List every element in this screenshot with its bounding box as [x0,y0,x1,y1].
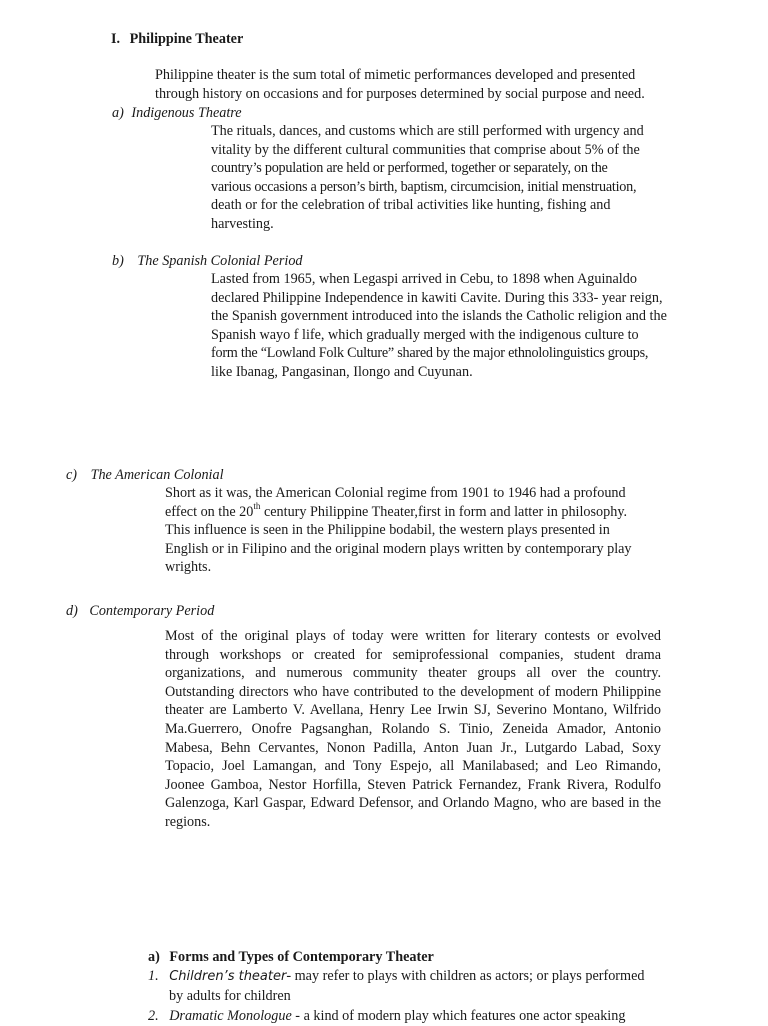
subsection-marker: a) [112,105,124,121]
forms-list-item [148,1007,625,1026]
paragraph-line: country’s population are held or performed, together or separately, on the [211,160,608,177]
list-text: by adults for children [169,988,291,1004]
paragraph-line: harvesting. [211,215,274,232]
paragraph-line: Ma.Guerrero, Onofre Pagsanghan, Rolando S. Tinio, Zeneida Amador, Antonio [165,720,661,737]
line-text: century Philippine Theater,first in form and latter in philosophy. [260,503,628,520]
paragraph-line: Joonee Gamboa, Nestor Horfilla, Steven Patrick Fernandez, Frank Rivera, Rodulfo [165,776,661,793]
paragraph-line: like Ibanag, Pangasinan, Ilongo and Cuyunan. [211,363,473,380]
subsection-heading-indigenous [112,104,242,123]
subsection-heading-contemporary [66,602,214,621]
paragraph-line: Topacio, Joel Lamangan, and Tony Espejo, all Manilabased; and Leo Rimando, [165,758,661,775]
subsection-marker: b) [112,253,124,269]
list-term: Children’s theater [169,969,287,984]
contemporary-paragraph [165,627,661,832]
paragraph-line: wrights. [165,559,212,576]
paragraph-line: English or in Filipino and the original modern plays written by contemporary play [165,540,632,557]
paragraph-line [165,500,632,522]
spanish-paragraph [211,270,667,382]
section-number: I. [111,31,121,47]
paragraph-line: theater are Lamberto V. Avellana, Henry Lee Irwin SJ, Severino Montano, Wilfrido [165,702,661,719]
paragraph-line: Lasted from 1965, when Legaspi arrived in Cebu, to 1898 when Aguinaldo [211,271,637,287]
paragraph-line: The rituals, dances, and customs which are still performed with urgency and [211,123,644,139]
paragraph-line: Short as it was, the American Colonial regime from 1901 to 1946 had a profound [165,485,626,501]
paragraph-line: through workshops or created for semiprofessional companies, student drama [165,646,661,663]
american-paragraph [165,484,632,577]
list-text: - may refer to plays with children as actors; or plays performed [286,968,645,984]
subsection-heading-american [66,466,224,485]
paragraph-line: Most of the original plays of today were written for literary contests or evolved [165,628,661,644]
paragraph-line: Outstanding directors who have contributed to the development of modern Philippine [165,683,661,700]
paragraph-line: vitality by the different cultural communities that comprise about 5% of the [211,141,640,158]
list-text: - a kind of modern play which features one actor speaking [291,1008,626,1024]
line-text: effect on the 20 [165,503,254,520]
subsection-heading-spanish [112,252,303,271]
forms-title: Forms and Types of Contemporary Theater [169,949,434,965]
forms-marker: a) [148,949,160,965]
paragraph-line: various occasions a person’s birth, baptism, circumcision, initial menstruation, [211,178,637,195]
forms-heading [148,948,434,967]
paragraph-line: Mabesa, Behn Cervantes, Nonon Padilla, Anton Juan Jr., Lutgardo Labad, Soxy [165,739,661,756]
subsection-title: Indigenous Theatre [131,105,242,121]
intro-paragraph [155,66,645,103]
paragraph-line: form the “Lowland Folk Culture” shared by the major ethnololinguistics groups, [211,345,649,362]
paragraph-line: declared Philippine Independence in kawiti Cavite. During this 333- year reign, [211,289,663,306]
indigenous-paragraph [211,122,644,234]
list-term: Dramatic Monologue [169,1008,292,1024]
paragraph-line: death or for the celebration of tribal activities like hunting, fishing and [211,197,611,214]
paragraph-line: organizations, and numerous community theater groups all over the country. [165,665,661,682]
paragraph-line: the Spanish government introduced into the islands the Catholic religion and the [211,308,667,325]
section-title: Philippine Theater [129,31,244,47]
paragraph-line: This influence is seen in the Philippine bodabil, the western plays presented in [165,522,610,539]
list-number: 2. [148,1008,159,1024]
paragraph-line: Galenzoga, Karl Gaspar, Edward Defensor, and Orlando Magno, who are based in the [165,795,661,812]
subsection-title: The American Colonial [90,467,224,483]
ordinal-suffix: th [253,500,261,511]
paragraph-line: regions. [165,813,211,830]
subsection-title: The Spanish Colonial Period [137,253,303,269]
list-number: 1. [148,968,159,984]
intro-line: Philippine theater is the sum total of mimetic performances developed and presented [155,67,636,83]
forms-list-item-continuation [169,987,291,1006]
paragraph-line: Spanish wayo f life, which gradually merged with the indigenous culture to [211,326,639,343]
section-heading [111,30,243,49]
forms-list-item [148,967,644,987]
subsection-marker: d) [66,603,78,619]
subsection-marker: c) [66,467,78,483]
subsection-title: Contemporary Period [89,603,215,619]
intro-line: through history on occasions and for purposes determined by social purpose and need. [155,85,645,102]
